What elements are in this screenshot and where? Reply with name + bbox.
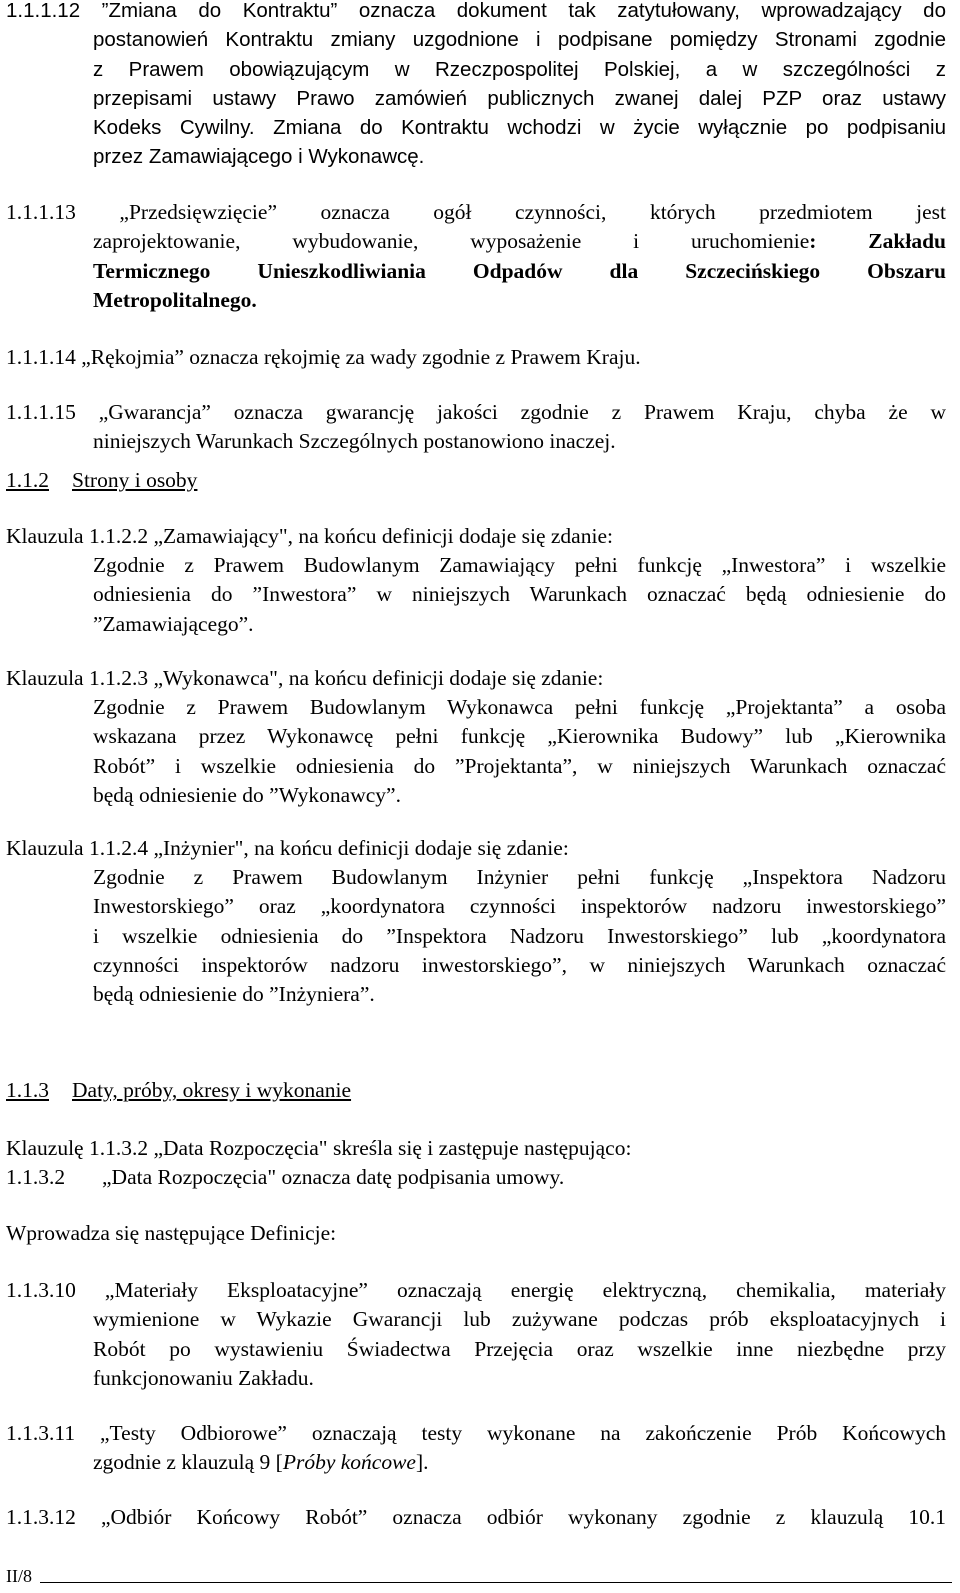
definition-1-1-3-10 [6,1276,946,1393]
text-line: będą odniesienie do ”Wykonawcy”. [93,782,401,807]
text-line: funkcjonowaniu Zakładu. [93,1365,314,1390]
clause-text: „Data Rozpoczęcia" oznacza datę podpisania umowy. [102,1165,565,1190]
clause-1-1-2-2-body [6,551,946,639]
clause-intro: Klauzula 1.1.2.2 „Zamawiający", na końcu definicji dodaje się zdanie: [6,524,613,548]
text-line: 1.1.1.13 „Przedsięwzięcie” oznacza ogół czynności, których przedmiotem jest [6,200,946,224]
heading-number: 1.1.2 [6,468,49,492]
text-line: będą odniesienie do ”Inżyniera”. [93,982,375,1007]
text-line: Inwestorskiego” oraz „koordynatora czynności inspektorów nadzoru inwestorskiego” [93,894,946,919]
section-heading-1-1-2 [6,466,946,495]
text-line: Zgodnie z Prawem Budowlanym Wykonawca pełni funkcję „Projektanta” a osoba [93,695,946,719]
text-line [6,1448,946,1477]
text-run: ]. [415,1450,429,1475]
definition-1-1-1-14 [6,343,946,372]
text-run: zgodnie z klauzulą 9 [ [93,1450,283,1475]
text-line: Zgodnie z Prawem Budowlanym Zamawiający pełni funkcję „Inwestora” i wszelkie [93,553,946,577]
text-line: wymienione w Wykazie Gwarancji lub zużywane podczas prób eksploatacyjnych i [93,1307,946,1332]
clause-number: 1.1.3.2 [6,1165,66,1190]
text-line: ”Zamawiającego”. [93,611,254,636]
clause-1-1-2-2 [6,522,946,551]
text-line: przez Zamawiającego i Wykonawcę. [93,145,425,169]
text-line: Kodeks Cywilny. Zmiana do Kontraktu wchodzi w życie wyłącznie po podpisaniu [93,116,946,140]
text-line: czynności inspektorów nadzoru inwestorskiego”, w niniejszych Warunkach oznaczać [93,952,946,977]
text-line: 1.1.3.11 „Testy Odbiorowe” oznaczają testy wykonane na zakończenie Prób Końcowych [6,1421,946,1445]
definition-1-1-3-11 [6,1419,946,1478]
text-line: 1.1.3.10 „Materiały Eksploatacyjne” oznaczają energię elektryczną, chemikalia, materiały [6,1278,946,1302]
text-line: Wprowadza się następujące Definicje: [6,1221,337,1245]
clause-1-1-2-3 [6,664,946,693]
clause-intro: Klauzula 1.1.2.3 „Wykonawca", na końcu definicji dodaje się zdanie: [6,666,604,690]
heading-number: 1.1.3 [6,1078,49,1102]
definition-1-1-3-12 [6,1503,946,1532]
text-line: niniejszych Warunkach Szczególnych postanowiono inaczej. [93,429,616,454]
clause-1-1-2-4 [6,834,946,863]
clause-1-1-2-3-body [6,693,946,810]
text-line: Robót” i wszelkie odniesienia do ”Projektanta”, w niniejszych Warunkach oznaczać [93,753,946,778]
clause-intro: Klauzulę 1.1.3.2 „Data Rozpoczęcia" skreśla się i zastępuje następująco: [6,1136,632,1160]
text-line [6,1163,946,1192]
text-line: i wszelkie odniesienia do ”Inspektora Nadzoru Inwestorskiego” lub „koordynatora [93,923,946,948]
clause-1-1-3-2 [6,1134,946,1193]
text-line: z Prawem obowiązującym w Rzeczpospolitej Polskiej, a w szczególności z [93,57,946,81]
text-run-italic: Próby końcowe [282,1450,416,1475]
text-line: postanowień Kontraktu zmiany uzgodnione i podpisane pomiędzy Stronami zgodnie [93,28,946,52]
text-line: Zgodnie z Prawem Budowlanym Inżynier pełni funkcję „Inspektora Nadzoru [93,865,946,889]
text-line: 1.1.1.15 „Gwarancja” oznacza gwarancję jakości zgodnie z Prawem Kraju, chyba że w [6,400,946,424]
text-line: Robót po wystawieniu Świadectwa Przejęcia oraz wszelkie inne niezbędne przy [93,1336,946,1361]
text-line: Termicznego Unieszkodliwiania Odpadów dla Szczecińskiego Obszaru [93,258,946,283]
definition-1-1-1-15 [6,398,946,457]
page-number: II/8 [6,1566,32,1586]
clause-1-1-2-4-body [6,863,946,1009]
heading-title: Daty, próby, okresy i wykonanie [72,1078,352,1102]
text-line: 1.1.1.14 „Rękojmia” oznacza rękojmię za wady zgodnie z Prawem Kraju. [6,345,641,369]
text-line: odniesienia do ”Inwestora” w niniejszych Warunkach oznaczać będą odniesienie do [93,582,946,607]
text-line: Metropolitalnego. [93,287,257,312]
heading-title: Strony i osoby [72,468,198,492]
definitions-intro [6,1219,946,1248]
section-heading-1-1-3 [6,1076,946,1105]
definition-1-1-1-13 [6,198,946,315]
clause-intro: Klauzula 1.1.2.4 „Inżynier", na końcu definicji dodaje się zdanie: [6,836,569,860]
text-line [6,227,946,256]
footer-divider [40,1582,952,1583]
definition-1-1-1-12 [6,0,946,172]
text-run: zaprojektowanie, wybudowanie, wyposażenie i uruchomienie [93,229,810,254]
text-line: 1.1.1.12 ”Zmiana do Kontraktu” oznacza dokument tak zatytułowany, wprowadzający do [6,0,946,22]
text-run-bold: : Zakładu [809,229,946,254]
text-line: wskazana przez Wykonawcę pełni funkcję „Kierownika Budowy” lub „Kierownika [93,724,946,749]
text-line: 1.1.3.12 „Odbiór Końcowy Robót” oznacza odbiór wykonany zgodnie z klauzulą 10.1 [6,1505,946,1529]
text-line: przepisami ustawy Prawo zamówień publicznych zwanej dalej PZP oraz ustawy [93,86,946,110]
